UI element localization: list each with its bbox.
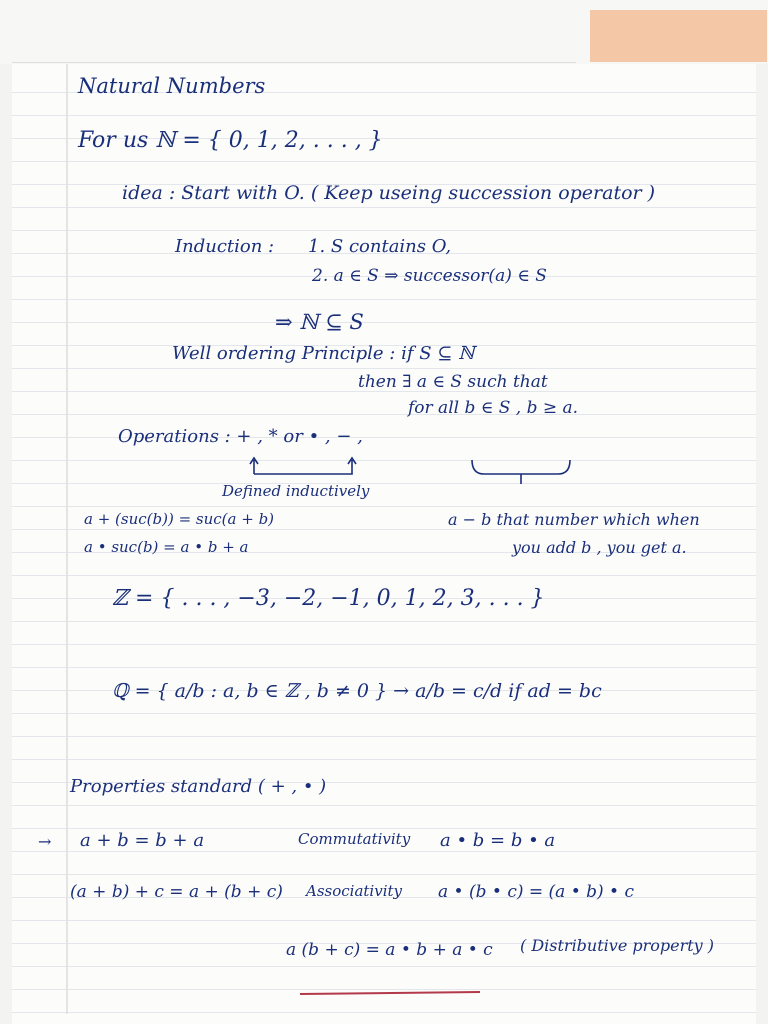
operations-line: Operations : + , * or • , − ,	[118, 426, 363, 447]
defined-inductively-note: Defined inductively	[222, 482, 370, 500]
well-ordering-principle: Well ordering Principle : if S ⊆ ℕ	[172, 343, 475, 364]
section-tab[interactable]	[590, 10, 767, 62]
addition-definition: a + (suc(b)) = suc(a + b)	[84, 510, 275, 528]
page-title: Natural Numbers	[78, 74, 266, 98]
induction-label: Induction :	[175, 236, 275, 257]
rationals-definition: ℚ = { a/b : a, b ∈ ℤ , b ≠ 0 } → a/b = c/d if ad = bc	[112, 680, 602, 702]
header-divider	[12, 10, 576, 63]
brace-left	[250, 458, 356, 474]
page-header	[0, 0, 768, 64]
integers-definition: ℤ = { . . . , −3, −2, −1, 0, 1, 2, 3, . . . }	[112, 586, 545, 611]
associativity-multiplication: a • (b • c) = (a • b) • c	[438, 882, 634, 902]
brace-right	[472, 460, 570, 484]
induction-step-1: 1. S contains O,	[308, 236, 452, 257]
naturals-definition: For us ℕ = { 0, 1, 2, . . . , }	[78, 128, 383, 153]
multiplication-definition: a • suc(b) = a • b + a	[84, 538, 249, 556]
subtraction-definition-1: a − b that number which when	[448, 510, 700, 529]
idea-line: idea : Start with O. ( Keep useing succession operator )	[122, 182, 656, 204]
properties-heading: Properties standard ( + , • )	[70, 776, 327, 797]
associativity-label: Associativity	[306, 882, 402, 900]
commutativity-label: Commutativity	[298, 830, 411, 848]
subtraction-definition-2: you add b , you get a.	[512, 538, 687, 557]
commutativity-multiplication: a • b = b • a	[440, 830, 556, 851]
commutativity-addition: a + b = b + a	[80, 830, 205, 851]
well-ordering-then: then ∃ a ∈ S such that	[358, 372, 548, 392]
arrow-marker: →	[38, 832, 52, 851]
distributivity-equation: a (b + c) = a • b + a • c	[286, 940, 493, 960]
induction-step-2: 2. a ∈ S ⇒ successor(a) ∈ S	[312, 266, 547, 286]
margin-line	[66, 64, 68, 1014]
distributivity-label: ( Distributive property )	[520, 936, 715, 955]
associativity-addition: (a + b) + c = a + (b + c)	[70, 882, 283, 902]
implies-line: ⇒ ℕ ⊆ S	[275, 310, 364, 334]
well-ordering-forall: for all b ∈ S , b ≥ a.	[408, 398, 579, 418]
